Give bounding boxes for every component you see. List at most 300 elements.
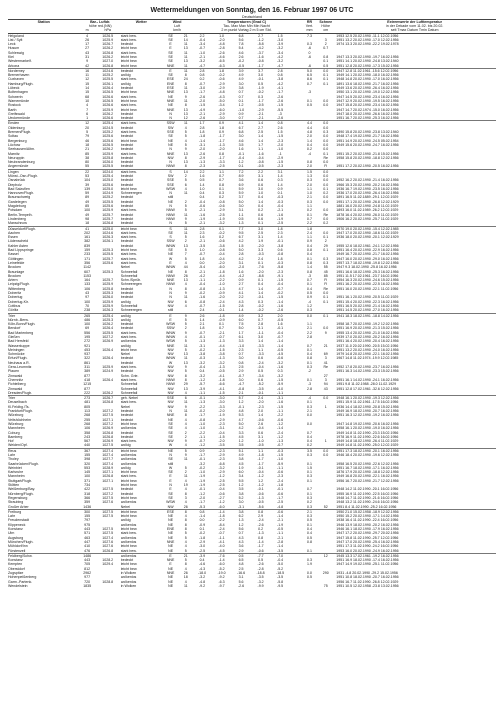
station-height: 921	[84, 343, 91, 348]
max-vortag: 6.5	[238, 558, 244, 563]
wind-direction: N	[169, 291, 172, 296]
min-5cm: -1.6	[277, 365, 284, 370]
precipitation	[301, 584, 318, 588]
wind-speed: 5	[184, 339, 187, 344]
min-5cm: -1.6	[277, 212, 284, 217]
max-vortag: 7.5	[238, 322, 244, 327]
wind-direction: W	[168, 443, 173, 448]
min-5cm: -0.4	[277, 204, 284, 209]
precipitation: 0.4	[306, 434, 312, 439]
dewpoint: 0.9	[219, 130, 225, 135]
station-pressure: 1024.9	[102, 191, 114, 196]
air-temperature: -1.2	[198, 377, 206, 382]
wind-direction: WNW	[165, 356, 176, 361]
weather-condition: bedeckt	[120, 243, 134, 248]
air-temperature: -1.3	[198, 400, 206, 405]
min-5cm: -5.2	[277, 566, 284, 571]
weather-condition: stark bew.	[120, 252, 137, 257]
snow-height: 0.0	[323, 195, 329, 200]
air-temperature: -0.2	[198, 465, 206, 470]
wind-direction: NE	[168, 522, 174, 527]
air-temperature: -1.0	[198, 426, 206, 431]
extremes-record: 1951 16.0 20.02.1990 -22.1 11.02.1956	[336, 286, 399, 291]
wind-direction: E	[169, 317, 172, 322]
station-pressure: 1025.6	[102, 204, 114, 209]
min-5cm: -0.4	[277, 558, 284, 563]
max-vortag: 6.9	[238, 182, 244, 187]
dewpoint: -1.1	[218, 535, 225, 540]
station-pressure: 1027.2	[102, 334, 114, 339]
dewpoint: -1.0	[218, 282, 225, 287]
max-vortag: 3.4	[238, 474, 244, 479]
precipitation: 0.0	[301, 313, 318, 318]
station-height: 38	[85, 155, 90, 160]
wind-direction: WNW	[165, 265, 176, 270]
max-vortag: 5.0	[238, 199, 244, 204]
extremes-record: 1957 13.7 18.02.1998 -19.8 12.02.1956	[336, 260, 399, 265]
air-temperature: -4.7	[198, 63, 206, 68]
wind-speed: 4	[184, 514, 187, 519]
station-pressure: 1027.2	[102, 491, 114, 496]
station-name: Cottbus	[8, 303, 21, 308]
precipitation: 0.8	[306, 160, 312, 165]
min-5cm: -0.7	[277, 334, 284, 339]
weather-condition: bedeckt	[120, 111, 134, 116]
min-2m: 1.1	[258, 147, 264, 152]
station-pressure: 1027.4	[102, 461, 114, 466]
precipitation: 1.4	[306, 265, 312, 270]
air-temperature: -2.9	[198, 155, 206, 160]
weather-condition: bedeckt	[120, 221, 134, 226]
max-vortag: 3.1	[238, 260, 244, 265]
min-2m: -7.7	[251, 553, 271, 558]
min-2m: 1.4	[251, 121, 271, 126]
extremes-record: 1939 17.0 20.02.1990 -20.2 16.02.1956	[336, 334, 399, 339]
dewpoint: -3.5	[218, 443, 225, 448]
min-2m: 0.6	[258, 212, 264, 217]
precipitation: 0.3	[306, 474, 312, 479]
weather-condition: bedeckt	[120, 291, 134, 296]
air-temperature: -1.2	[198, 443, 206, 448]
min-5cm: -3.2	[277, 59, 284, 64]
wind-direction: NE	[168, 103, 174, 108]
wind-speed: 13	[183, 243, 188, 248]
snow-height: 0.0	[323, 199, 329, 204]
dewpoint: -4.1	[218, 539, 225, 544]
weather-condition: stark bew.	[121, 169, 162, 174]
station-pressure: 1027.5	[102, 413, 114, 418]
extremes-record: 1950 21.0 15.02.1958 -18.9 12.02.1956	[333, 509, 496, 514]
weather-condition: wolkenlos	[120, 575, 137, 580]
air-temperature: -1.2	[198, 491, 206, 496]
station-pressure: 1027.7	[102, 457, 114, 462]
station-height: 85	[85, 204, 90, 209]
weather-condition: bedeckt	[120, 155, 134, 160]
min-5cm: -0.4	[277, 282, 284, 287]
precipitation: 1.0	[306, 191, 312, 196]
dewpoint: -2.1	[218, 330, 225, 335]
snow-height: 85	[323, 273, 328, 278]
wind-speed: 29	[183, 382, 188, 387]
header-unit-snow: cm	[318, 28, 333, 33]
station-name: Bad Lippspringe	[8, 248, 34, 253]
extremes-record: 1967 14.8 11.02.1974 -19.9 12.02.1985	[336, 356, 399, 361]
wind-speed: 4	[184, 478, 187, 483]
dewpoint: -0.6	[218, 77, 225, 82]
weather-condition: stark bew.	[120, 151, 137, 156]
max-vortag: 4.8	[238, 562, 244, 567]
header-snow-sub: Höhe	[321, 24, 330, 28]
weather-condition: wolkenlos	[120, 579, 137, 584]
min-5cm: -2.2	[277, 413, 284, 418]
weather-condition: leicht bew.	[120, 107, 138, 112]
min-2m: -2.4	[257, 518, 264, 523]
station-name: Saarbrücken/Flugh.	[8, 461, 39, 466]
dewpoint: -1.5	[218, 434, 225, 439]
precipitation: -3	[307, 90, 312, 95]
station-name: Lindenberg	[8, 216, 26, 221]
dewpoint: -1.3	[218, 356, 225, 361]
wind-speed: 4	[184, 566, 187, 571]
weather-condition: stark bew.	[120, 235, 137, 240]
extremes-record: 1951 13.2 20.02.1990 -24.0 16.02.1956	[336, 347, 399, 352]
max-vortag: 6.1	[238, 334, 244, 339]
dewpoint: -6.3	[218, 579, 225, 584]
weather-condition: bedeckt	[120, 295, 134, 300]
min-5cm: 0.8	[277, 73, 283, 78]
extremes-record: 1951 16.1 14.02.1990 -24.1 16.02.1956	[336, 377, 399, 382]
snow-height: 0.1	[323, 59, 329, 64]
min-5cm: -0.3	[277, 199, 284, 204]
dewpoint: -6.0	[218, 562, 225, 567]
precipitation: 0.0	[306, 413, 312, 418]
dewpoint: -1.8	[218, 514, 225, 519]
min-2m: -0.1	[257, 465, 264, 470]
wind-direction: N	[169, 116, 172, 121]
wind-direction: NNE	[166, 343, 175, 348]
station-name: Dresden/Flugh.	[8, 390, 33, 395]
precipitation: 0.2	[306, 147, 312, 152]
dewpoint: -3.0	[212, 396, 232, 401]
max-vortag: 5.2	[238, 495, 244, 500]
min-2m: -1.7	[257, 461, 264, 466]
extremes-record: 1946 18.4 20.02.1990 -19.6 12.02.1956	[336, 453, 399, 457]
station-pressure: 1025.9	[102, 365, 114, 370]
min-5cm: -2.9	[277, 155, 284, 160]
max-vortag: 5.0	[238, 326, 244, 331]
wind-speed: 4	[184, 539, 187, 544]
station-name: Konstanz	[8, 558, 23, 563]
wind-direction: N	[169, 295, 172, 300]
max-vortag: 6.7	[238, 235, 244, 240]
min-5cm: -1.2	[277, 421, 284, 426]
weather-condition: leicht bew.	[120, 138, 138, 143]
snow-height: 69	[323, 352, 328, 357]
precipitation: 4.8	[306, 130, 312, 135]
min-5cm: -1.4	[277, 343, 284, 348]
weather-condition: leicht bew.	[120, 59, 138, 64]
wind-direction: SE	[168, 430, 173, 435]
min-2m: 2.5	[258, 130, 264, 135]
station-height: 238	[84, 308, 91, 313]
precipitation: 0.1	[306, 360, 312, 365]
air-temperature: -1.0	[198, 50, 206, 55]
station-height: 268	[84, 413, 91, 418]
min-2m: 0.6	[258, 377, 264, 382]
wind-speed: 8	[184, 527, 187, 532]
dewpoint: -2.2	[218, 518, 225, 523]
extremes-record: 1951 16.9 18.02.1990 -17.4 16.02.1956	[336, 558, 399, 563]
wind-speed: 4	[184, 334, 187, 339]
min-5cm: -2.6	[277, 116, 284, 121]
wind-speed: 11	[183, 400, 188, 405]
snow-height: Fi	[324, 278, 328, 283]
air-temperature: -1.6	[198, 295, 206, 300]
weather-condition: bedeckt	[120, 430, 134, 435]
station-name: Boltenhagen	[8, 90, 28, 95]
dewpoint: -4.6	[218, 54, 225, 59]
air-temperature: -1.7	[198, 453, 206, 457]
min-2m: -2.6	[257, 522, 264, 527]
min-2m: -1.4	[257, 539, 264, 544]
wind-direction: SW	[167, 125, 174, 130]
table-body	[8, 33, 496, 588]
header-extremes-sub: in der Dekade vom 11.02. bis 20.02.	[385, 24, 444, 28]
wind-direction: NNW	[166, 164, 175, 169]
extremes-record: 1947 15.8 20.02.1990 -23.4 16.02.1956	[336, 103, 399, 108]
min-5cm: -2.4	[277, 430, 284, 435]
station-name: Bremerhaven	[8, 73, 30, 78]
min-2m: 2.8	[258, 322, 264, 327]
station-name: Helgoland	[8, 33, 24, 38]
station-pressure: 1025.2	[102, 130, 114, 135]
precipitation: 0.4	[306, 352, 312, 357]
min-2m: 0.4	[258, 204, 264, 209]
header-wind: Wind	[172, 20, 182, 24]
extremes-record: 1948 14.8 20.02.1990 -17.0 16.02.1956	[336, 77, 399, 82]
station-name: Würzburg	[8, 421, 24, 426]
precipitation: 0.5	[306, 291, 312, 296]
wind-speed: 11	[183, 356, 188, 361]
precipitation: 0.0	[306, 421, 312, 426]
station-pressure: 1025.9	[102, 107, 114, 112]
wind-direction: E	[169, 42, 172, 47]
station-name: Essen	[8, 235, 18, 240]
station-name: Seehausen/Altm.	[8, 147, 36, 152]
station-height: 5	[86, 130, 89, 135]
station-height: 320	[84, 461, 91, 466]
extremes-record: 1951 17.3 11.02.1990 -24.2 16.02.1956	[336, 544, 399, 549]
min-2m: 3.1	[258, 174, 264, 178]
air-temperature: -0.1	[198, 457, 206, 462]
station-height: 443	[84, 558, 91, 563]
wind-direction: NE	[168, 566, 174, 571]
extremes-record: 1951 16.7 18.02.1990 -17.1 16.02.1956	[336, 465, 399, 470]
snow-height: 0.3	[323, 256, 329, 261]
min-2m: 0.8	[258, 535, 264, 540]
wind-direction: WNW	[165, 334, 176, 339]
min-2m: 2.9	[258, 514, 264, 519]
weather-condition: leicht bew.	[120, 495, 138, 500]
min-2m: 2.7	[258, 125, 264, 130]
station-height: 16	[80, 68, 95, 73]
min-5cm: -1.7	[277, 90, 284, 95]
wind-direction: NW	[167, 390, 174, 395]
wind-direction: NW	[167, 369, 174, 374]
air-temperature: 1.8	[199, 256, 205, 261]
min-2m: -2.6	[257, 562, 264, 567]
dewpoint: -1.9	[218, 413, 225, 418]
wind-speed: 5	[184, 178, 187, 183]
header-unit-hpa: hPa	[95, 28, 121, 33]
wind-speed: 5	[184, 317, 187, 322]
extremes-record: 1936 17.0 20.02.1990 -26.4 16.02.1956	[336, 191, 399, 196]
precipitation: 5.0	[301, 68, 318, 73]
wind-direction: WSW	[166, 339, 176, 344]
min-2m: -0.2	[257, 308, 264, 313]
air-temperature: 1.7	[192, 121, 212, 126]
wind-speed: 5	[184, 531, 187, 536]
wind-speed: 11	[183, 98, 188, 103]
station-name: Kiel	[8, 54, 14, 59]
wind-direction: SW	[167, 174, 174, 178]
max-vortag: 3.0	[238, 356, 244, 361]
wind-direction: ESE	[167, 77, 175, 82]
snow-height: 0.0	[318, 396, 333, 401]
dewpoint: -2.0	[218, 260, 225, 265]
wind-direction: NNW	[166, 208, 175, 213]
station-name: Ueckermünde	[8, 116, 31, 121]
weather-condition: bedeckt	[120, 42, 134, 47]
wind-speed: 14	[179, 169, 192, 174]
wind-speed: 5	[179, 448, 192, 453]
station-name: Soltau	[8, 134, 19, 139]
min-5cm: -0.6	[277, 470, 284, 475]
air-temperature: -2.1	[198, 111, 206, 116]
weather-condition: wolkig	[120, 73, 131, 78]
station-name: Tholey	[8, 457, 19, 462]
station-name: Lahr	[8, 453, 16, 457]
extremes-record: 1951 16.9 20.02.1990 -21.3 15.02.1956	[336, 326, 399, 331]
wind-direction: ESE	[167, 86, 175, 91]
max-vortag: 4.7	[238, 286, 244, 291]
wind-speed: 26	[183, 571, 188, 576]
dewpoint: -0.4	[218, 487, 225, 492]
wind-speed: 13	[183, 352, 188, 357]
air-temperature: -4.3	[198, 566, 206, 571]
wind-direction: SSE	[167, 130, 175, 135]
station-pressure: 1025.6	[102, 138, 114, 143]
min-5cm: -2.3	[277, 269, 284, 274]
header-extremes: Extremwerte der Lufttemperatur	[387, 20, 442, 24]
wind-direction: NNE	[166, 90, 175, 95]
min-2m: -0.6	[257, 491, 264, 496]
station-height: 43	[85, 291, 90, 296]
min-5cm: 0.6	[277, 248, 283, 253]
station-pressure: 1026.4	[102, 347, 114, 352]
station-pressure: 1025.3	[102, 317, 114, 322]
station-height: 268	[84, 421, 91, 426]
wind-speed: 4	[184, 426, 187, 431]
header-pressure-sub: höhe red.(NN)	[88, 24, 112, 28]
dewpoint: -6.0	[218, 107, 225, 112]
precipitation: 0.9	[306, 295, 312, 300]
station-height: 1	[86, 116, 89, 121]
air-temperature: -2.0	[198, 495, 206, 500]
wind-speed: 5	[184, 235, 187, 240]
header-unit-rr: mm	[301, 28, 318, 33]
max-vortag: 4.9	[231, 313, 251, 318]
station-pressure: 1025.9	[102, 208, 114, 213]
weather-condition: leicht bew.	[120, 90, 138, 95]
station-pressure: 1027.5	[102, 531, 114, 536]
dewpoint: -2.0	[218, 147, 225, 152]
min-2m: 1.0	[258, 191, 264, 196]
min-5cm: -1.4	[277, 544, 284, 549]
min-5cm: -2.4	[277, 478, 284, 483]
max-vortag: 7.2	[231, 169, 251, 174]
dewpoint: -0.4	[218, 256, 225, 261]
dewpoint: -2.5	[218, 212, 225, 217]
min-5cm: -1.4	[277, 339, 284, 344]
station-height: 80	[85, 160, 90, 165]
station-name: Hamburg/Flugh.	[8, 81, 34, 86]
min-2m: -4.2	[257, 46, 264, 51]
header-station: Station	[37, 20, 50, 24]
station-pressure: 1025.4	[102, 174, 114, 178]
wind-direction: NNE	[166, 278, 175, 283]
weather-condition: bedeckt	[120, 322, 134, 327]
dewpoint: -0.1	[218, 308, 225, 313]
extremes-record: 1950 13.1 20.02.1990 -19.0 12.02.1956	[336, 90, 399, 95]
max-vortag: 4.1	[231, 121, 251, 126]
dewpoint: -6.8	[218, 461, 225, 466]
dewpoint: -2.0	[218, 295, 225, 300]
station-name: Lingen	[8, 169, 80, 174]
wind-speed: 5	[184, 248, 187, 253]
wind-speed: 44	[183, 265, 188, 270]
wind-direction: NNW	[166, 273, 175, 278]
weather-condition: bedeckt	[120, 558, 134, 563]
snow-height: 0.0	[323, 326, 329, 331]
station-pressure: 1025.9	[102, 282, 114, 287]
max-vortag: 1.3	[238, 221, 244, 226]
air-temperature: -1.1	[198, 278, 206, 283]
snow-height: 290	[322, 571, 329, 576]
dewpoint: -1.5	[218, 347, 225, 352]
station-height: 97	[85, 295, 90, 300]
station-name: Norderney	[8, 68, 80, 73]
extremes-record: 1951 16.4 20.02.1990 -20.4 16.02.1956	[336, 339, 399, 344]
dewpoint: -1.7	[218, 138, 225, 143]
snow-height: 9	[324, 330, 327, 335]
air-temperature: -1.4	[198, 138, 206, 143]
station-pressure: 1025.6	[102, 134, 114, 139]
air-temperature: 0.4	[199, 369, 205, 374]
weather-condition: stark bew.	[120, 474, 137, 479]
wind-speed: 11	[179, 121, 192, 126]
station-name: Lüchow	[8, 142, 21, 147]
min-2m: -5.8	[257, 42, 264, 47]
weather-condition: bedeckt	[120, 134, 134, 139]
weather-condition: wolkenlos	[120, 500, 137, 505]
air-temperature: -0.7	[198, 303, 206, 308]
station-height: 463	[84, 535, 91, 540]
wind-speed: 5	[184, 347, 187, 352]
dewpoint: -0.9	[218, 291, 225, 296]
station-height: 100	[84, 474, 91, 479]
max-vortag: 5.4	[238, 46, 244, 51]
